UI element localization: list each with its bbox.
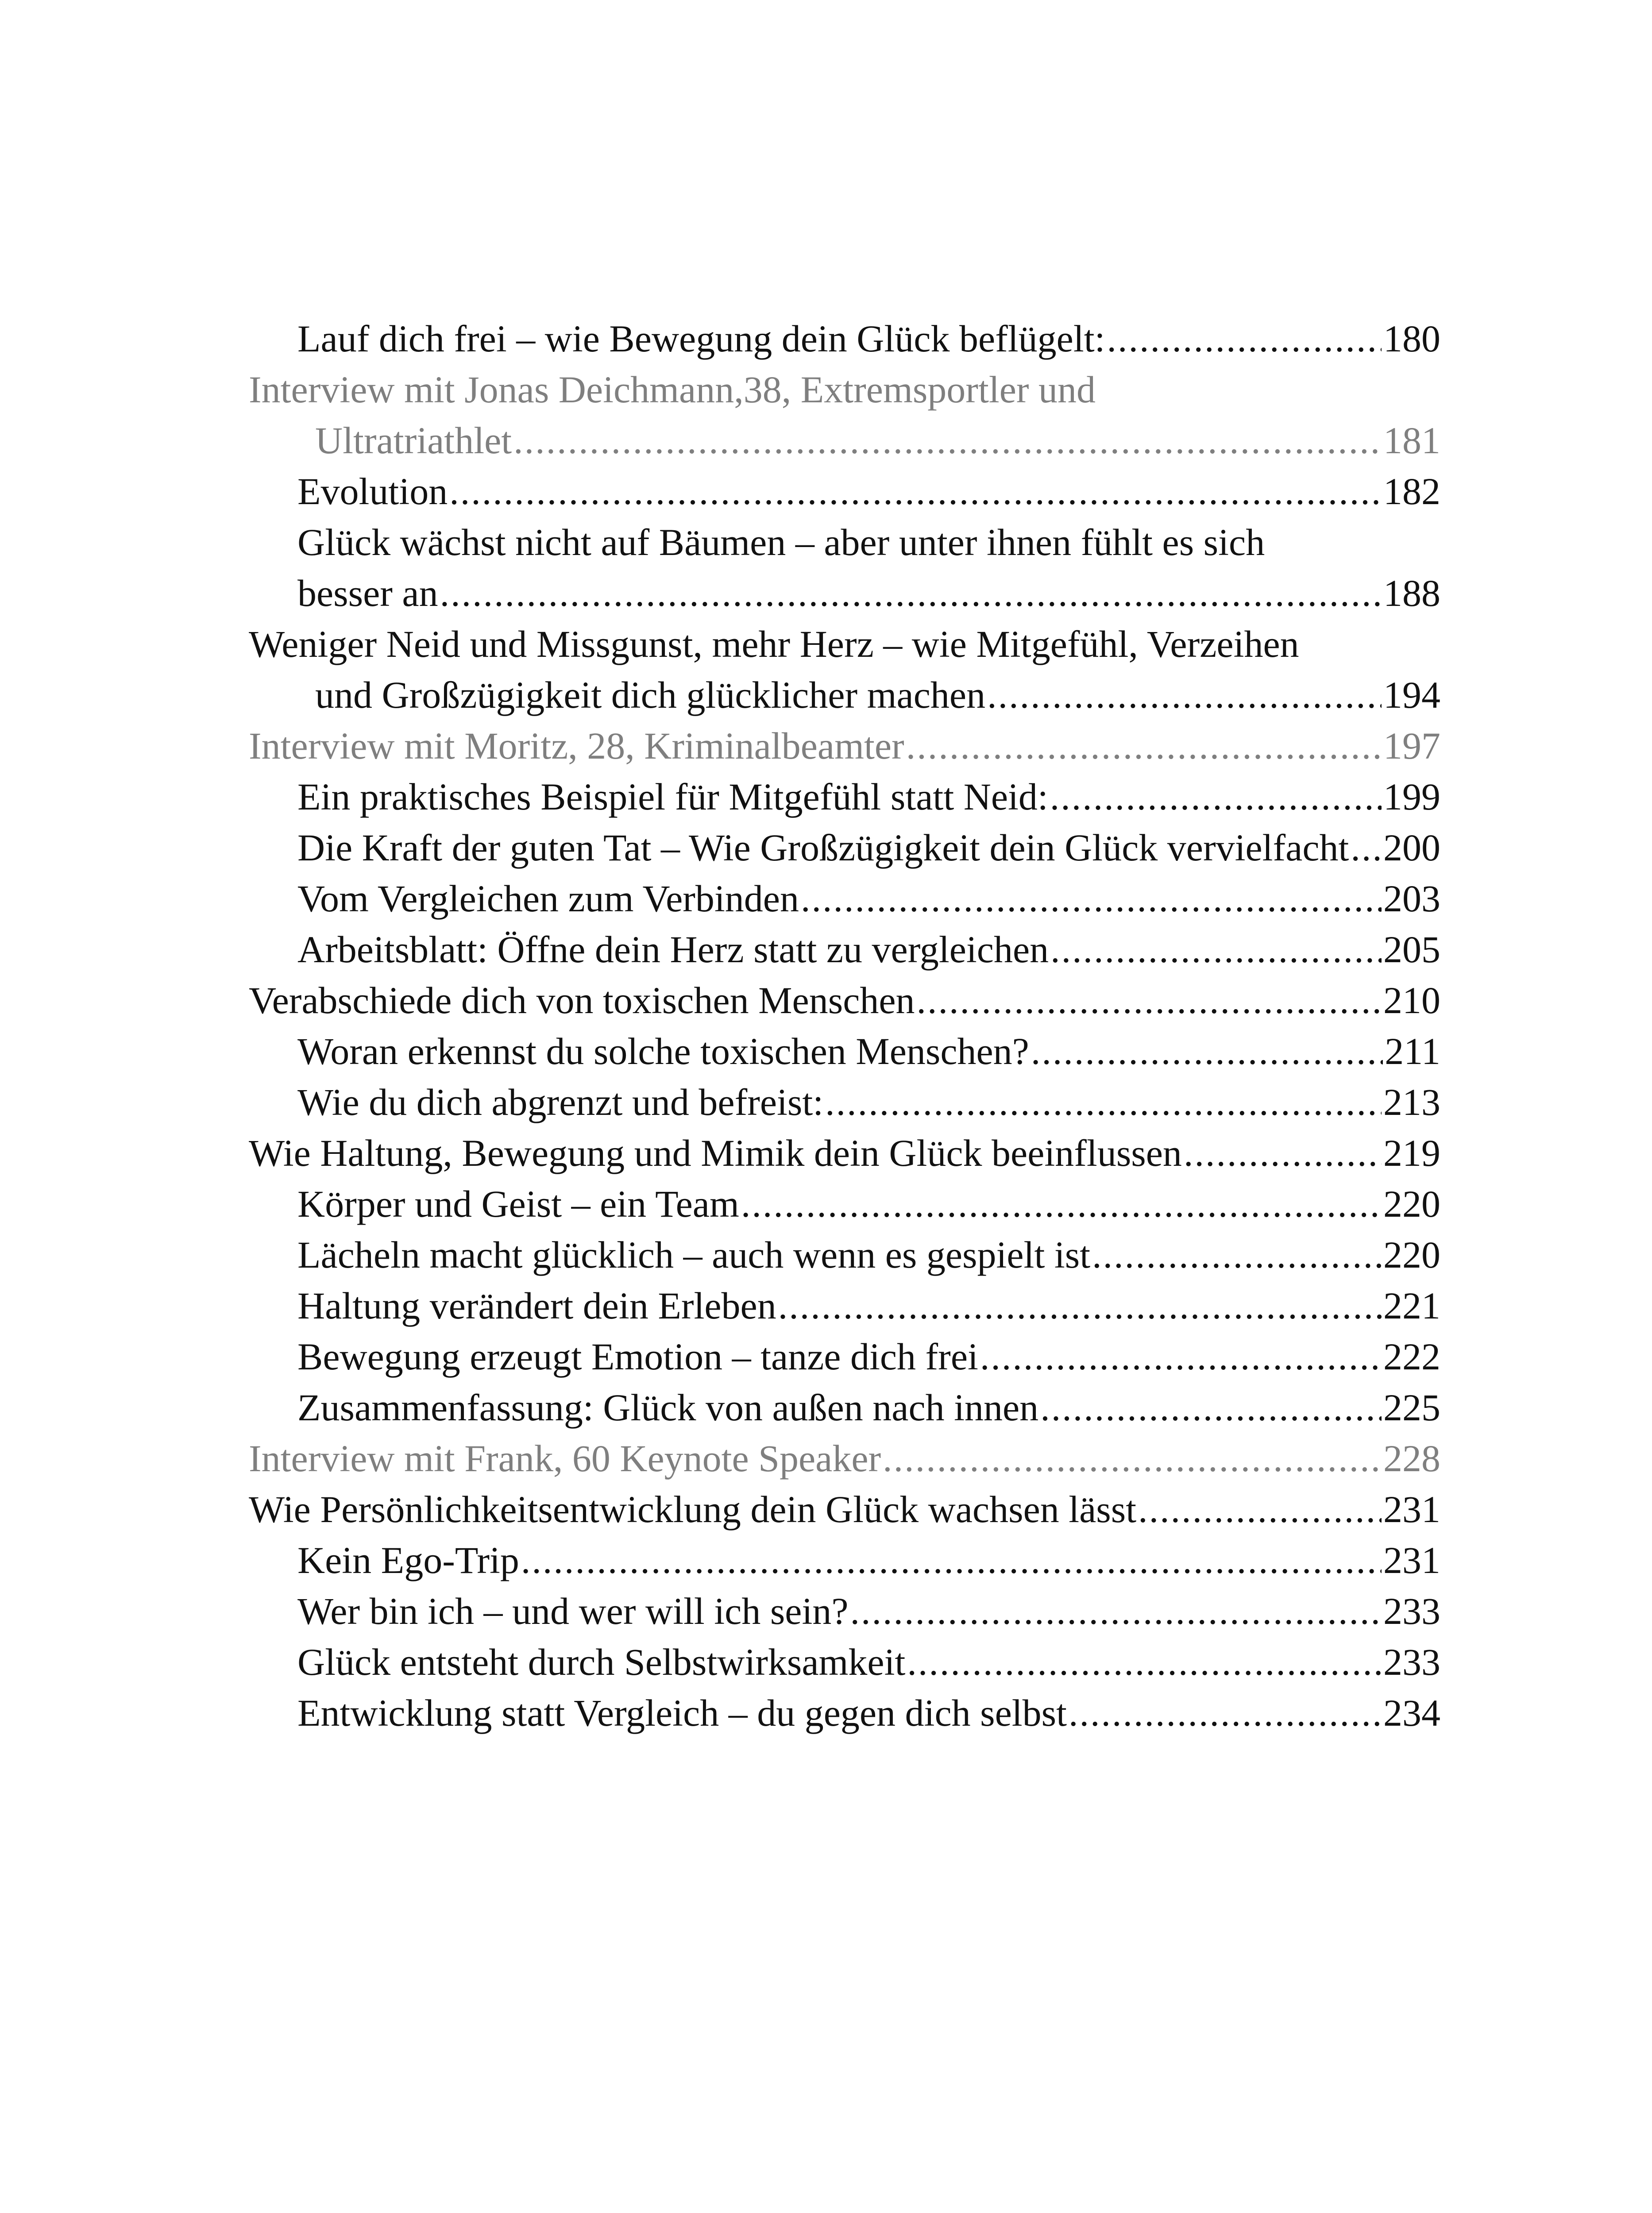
toc-chapter-entry — [249, 721, 1440, 771]
toc-entry-title: Verabschiede dich von toxischen Menschen — [249, 979, 915, 1022]
toc-page-number: 219 — [1383, 1132, 1440, 1174]
dot-leader — [513, 415, 1382, 466]
toc-entry-title: Woran erkennst du solche toxischen Menschen? — [297, 1030, 1029, 1072]
dot-leader — [917, 975, 1382, 1026]
toc-section-entry — [249, 517, 1440, 619]
toc-entry-line — [297, 1077, 1440, 1128]
toc-section-entry — [249, 1026, 1440, 1077]
toc-section-entry — [249, 771, 1440, 822]
toc-section-entry — [249, 924, 1440, 975]
toc-page-number: 194 — [1383, 674, 1440, 716]
dot-leader — [1184, 1128, 1382, 1179]
toc-section-entry — [249, 1637, 1440, 1688]
dot-leader — [1031, 1026, 1383, 1077]
toc-entry-title: Wer bin ich – und wer will ich sein? — [297, 1590, 849, 1632]
toc-entry-title: Wie du dich abgrenzt und befreist: — [297, 1081, 824, 1123]
toc-entry-line — [297, 1230, 1440, 1280]
toc-entry-line — [297, 1331, 1440, 1382]
dot-leader — [1138, 1484, 1382, 1535]
toc-entry-title: Lauf dich frei – wie Bewegung dein Glück beflügelt: — [297, 317, 1105, 360]
dot-leader — [1351, 822, 1382, 873]
toc-page-number: 225 — [1383, 1386, 1440, 1429]
toc-page-number: 182 — [1383, 470, 1440, 513]
toc-entry-title: Kein Ego-Trip — [297, 1539, 519, 1581]
dot-leader — [980, 1331, 1382, 1382]
toc-entry-line — [249, 670, 1440, 721]
toc-section-entry — [249, 1586, 1440, 1637]
toc-entry-line — [297, 466, 1440, 517]
dot-leader — [1069, 1688, 1382, 1739]
toc-section-entry — [249, 873, 1440, 924]
dot-leader — [907, 1637, 1382, 1688]
toc-entry-line — [297, 1026, 1440, 1077]
toc-section-entry — [249, 1535, 1440, 1586]
toc-entry-line — [297, 1688, 1440, 1739]
toc-section-entry — [249, 1280, 1440, 1331]
toc-entry-title: Ultratriathlet — [315, 419, 512, 462]
toc-entry-title-line: Interview mit Jonas Deichmann,38, Extremsportler und — [249, 368, 1096, 411]
toc-section-entry — [249, 822, 1440, 873]
toc-entry-line — [297, 771, 1440, 822]
table-of-contents — [249, 313, 1440, 1739]
toc-entry-title: und Großzügigkeit dich glücklicher machen — [315, 674, 986, 716]
dot-leader — [1107, 313, 1382, 364]
toc-page-number: 233 — [1383, 1641, 1440, 1683]
toc-page-number: 200 — [1383, 826, 1440, 869]
toc-entry-line — [249, 721, 1440, 771]
toc-entry-title: Vom Vergleichen zum Verbinden — [297, 877, 799, 920]
toc-entry-title: Die Kraft der guten Tat – Wie Großzügigkeit dein Glück vervielfacht — [297, 826, 1349, 869]
toc-page-number: 220 — [1383, 1234, 1440, 1276]
toc-entry-title: Körper und Geist – ein Team — [297, 1183, 739, 1225]
toc-entry-line — [249, 415, 1440, 466]
toc-page-number: 231 — [1383, 1539, 1440, 1581]
toc-page-number: 220 — [1383, 1183, 1440, 1225]
toc-entry-title: Bewegung erzeugt Emotion – tanze dich frei — [297, 1335, 978, 1378]
toc-entry-title: Interview mit Moritz, 28, Kriminalbeamter — [249, 725, 904, 767]
toc-entry-title: Glück entsteht durch Selbstwirksamkeit — [297, 1641, 906, 1683]
toc-entry-line — [297, 568, 1440, 619]
toc-entry-title: Lächeln macht glücklich – auch wenn es gespielt ist — [297, 1234, 1091, 1276]
toc-section-entry — [249, 1230, 1440, 1280]
dot-leader — [1050, 771, 1382, 822]
toc-entry-line — [297, 313, 1440, 364]
toc-chapter-entry — [249, 1484, 1440, 1535]
toc-page-number: 180 — [1383, 317, 1440, 360]
toc-entry-title: Haltung verändert dein Erleben — [297, 1284, 776, 1327]
toc-entry-title: Entwicklung statt Vergleich – du gegen dich selbst — [297, 1692, 1067, 1734]
toc-entry-line — [297, 1382, 1440, 1433]
toc-entry-line — [249, 1433, 1440, 1484]
toc-page-number: 211 — [1385, 1030, 1440, 1072]
toc-entry-line — [249, 975, 1440, 1026]
toc-entry-line — [297, 924, 1440, 975]
dot-leader — [778, 1280, 1382, 1331]
toc-entry-line — [249, 1484, 1440, 1535]
toc-page-number: 210 — [1383, 979, 1440, 1022]
toc-chapter-entry — [249, 619, 1440, 721]
toc-entry-title: Arbeitsblatt: Öffne dein Herz statt zu vergleichen — [297, 928, 1049, 971]
toc-entry-title: Wie Persönlichkeitsentwicklung dein Glück wachsen lässt — [249, 1488, 1137, 1531]
toc-entry-title: besser an — [297, 572, 438, 614]
dot-leader — [1050, 924, 1382, 975]
dot-leader — [741, 1179, 1382, 1230]
toc-section-entry — [249, 1077, 1440, 1128]
toc-entry-line — [297, 1280, 1440, 1331]
toc-entry-title: Ein praktisches Beispiel für Mitgefühl statt Neid: — [297, 775, 1048, 818]
toc-section-entry — [249, 1382, 1440, 1433]
toc-entry-line — [297, 822, 1440, 873]
dot-leader — [1092, 1230, 1382, 1280]
toc-entry-line — [297, 1637, 1440, 1688]
dot-leader — [521, 1535, 1382, 1586]
toc-chapter-entry — [249, 1433, 1440, 1484]
dot-leader — [1040, 1382, 1382, 1433]
toc-page-number: 231 — [1383, 1488, 1440, 1531]
toc-entry-line — [297, 873, 1440, 924]
toc-page-number: 213 — [1383, 1081, 1440, 1123]
toc-page-number: 203 — [1383, 877, 1440, 920]
toc-chapter-entry — [249, 1128, 1440, 1179]
dot-leader — [440, 568, 1382, 619]
dot-leader — [850, 1586, 1382, 1637]
toc-page-number: 228 — [1383, 1437, 1440, 1480]
toc-section-entry — [249, 313, 1440, 364]
toc-entry-line — [297, 1179, 1440, 1230]
toc-page-number: 222 — [1383, 1335, 1440, 1378]
dot-leader — [987, 670, 1382, 721]
toc-entry-line — [249, 1128, 1440, 1179]
toc-page-number: 199 — [1383, 775, 1440, 818]
toc-page-number: 197 — [1383, 725, 1440, 767]
toc-section-entry — [249, 466, 1440, 517]
toc-entry-title: Evolution — [297, 470, 448, 513]
dot-leader — [825, 1077, 1382, 1128]
toc-page-number: 188 — [1383, 572, 1440, 614]
toc-page-number: 205 — [1383, 928, 1440, 971]
toc-entry-title: Interview mit Frank, 60 Keynote Speaker — [249, 1437, 881, 1480]
toc-section-entry — [249, 1179, 1440, 1230]
toc-chapter-entry — [249, 975, 1440, 1026]
toc-page-number: 233 — [1383, 1590, 1440, 1632]
toc-section-entry — [249, 1688, 1440, 1739]
toc-section-entry — [249, 1331, 1440, 1382]
toc-entry-title-line: Glück wächst nicht auf Bäumen – aber unter ihnen fühlt es sich — [297, 521, 1265, 563]
toc-entry-title: Wie Haltung, Bewegung und Mimik dein Glück beeinflussen — [249, 1132, 1182, 1174]
dot-leader — [801, 873, 1382, 924]
toc-entry-line — [297, 1535, 1440, 1586]
dot-leader — [906, 721, 1382, 771]
toc-chapter-entry — [249, 364, 1440, 466]
toc-page-number: 181 — [1383, 419, 1440, 462]
toc-page-number: 221 — [1383, 1284, 1440, 1327]
toc-entry-line — [297, 1586, 1440, 1637]
toc-entry-title-line: Weniger Neid und Missgunst, mehr Herz – wie Mitgefühl, Verzeihen — [249, 623, 1299, 665]
dot-leader — [883, 1433, 1382, 1484]
toc-entry-title: Zusammenfassung: Glück von außen nach innen — [297, 1386, 1039, 1429]
toc-page-number: 234 — [1383, 1692, 1440, 1734]
dot-leader — [449, 466, 1382, 517]
